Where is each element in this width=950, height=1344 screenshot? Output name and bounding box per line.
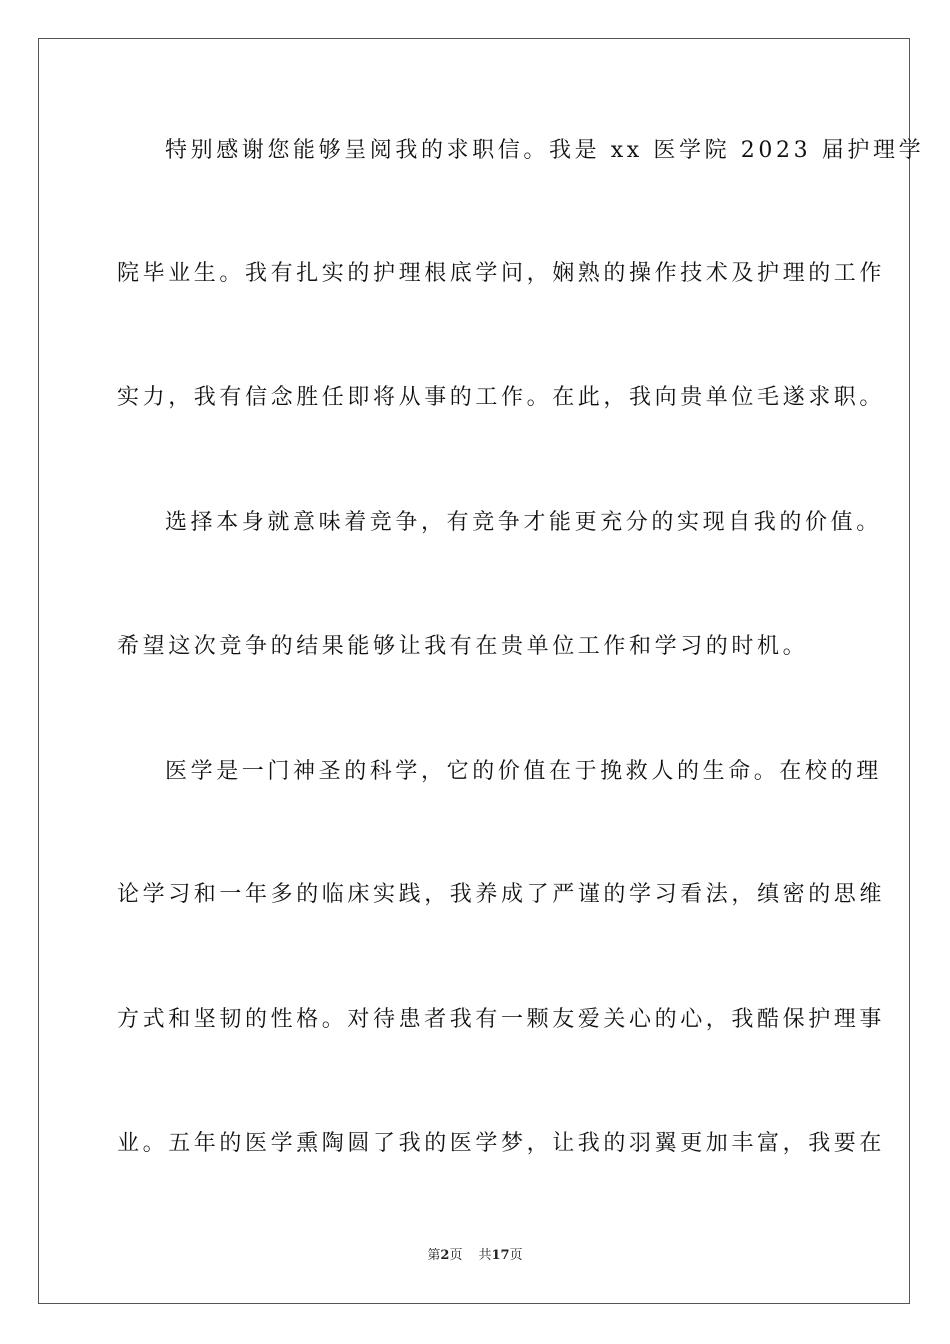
page-footer bbox=[0, 1247, 950, 1265]
paragraph-2-line-1: 选择本身就意味着竞争，有竞争才能更充分的实现自我的价值。 bbox=[165, 510, 882, 535]
total-pages: 17 bbox=[491, 1248, 510, 1263]
total-suffix: 页 bbox=[509, 1248, 523, 1263]
paragraph-1-line-2: 院毕业生。我有扎实的护理根底学问，娴熟的操作技术及护理的工作 bbox=[117, 261, 886, 286]
paragraph-3-line-3: 方式和坚韧的性格。对待患者我有一颗友爱关心的心，我酷保护理事 bbox=[117, 1007, 886, 1032]
paragraph-1-line-3: 实力，我有信念胜任即将从事的工作。在此，我向贵单位毛遂求职。 bbox=[117, 385, 886, 410]
page-prefix: 第 bbox=[427, 1248, 441, 1263]
paragraph-2-line-2: 希望这次竞争的结果能够让我有在贵单位工作和学习的时机。 bbox=[117, 634, 809, 659]
paragraph-1-line-1: 特别感谢您能够呈阅我的求职信。我是 xx 医学院 2023 届护理学 bbox=[165, 138, 925, 163]
total-prefix: 共 bbox=[478, 1248, 492, 1263]
page-number: 2 bbox=[440, 1248, 450, 1263]
page-border bbox=[38, 38, 925, 1304]
paragraph-3-line-1: 医学是一门神圣的科学，它的价值在于挽救人的生命。在校的理 bbox=[165, 759, 882, 784]
page-suffix: 页 bbox=[449, 1248, 463, 1263]
paragraph-3-line-4: 业。五年的医学熏陶圆了我的医学梦，让我的羽翼更加丰富，我要在 bbox=[117, 1131, 886, 1156]
paragraph-3-line-2: 论学习和一年多的临床实践，我养成了严谨的学习看法，缜密的思维 bbox=[117, 882, 886, 907]
